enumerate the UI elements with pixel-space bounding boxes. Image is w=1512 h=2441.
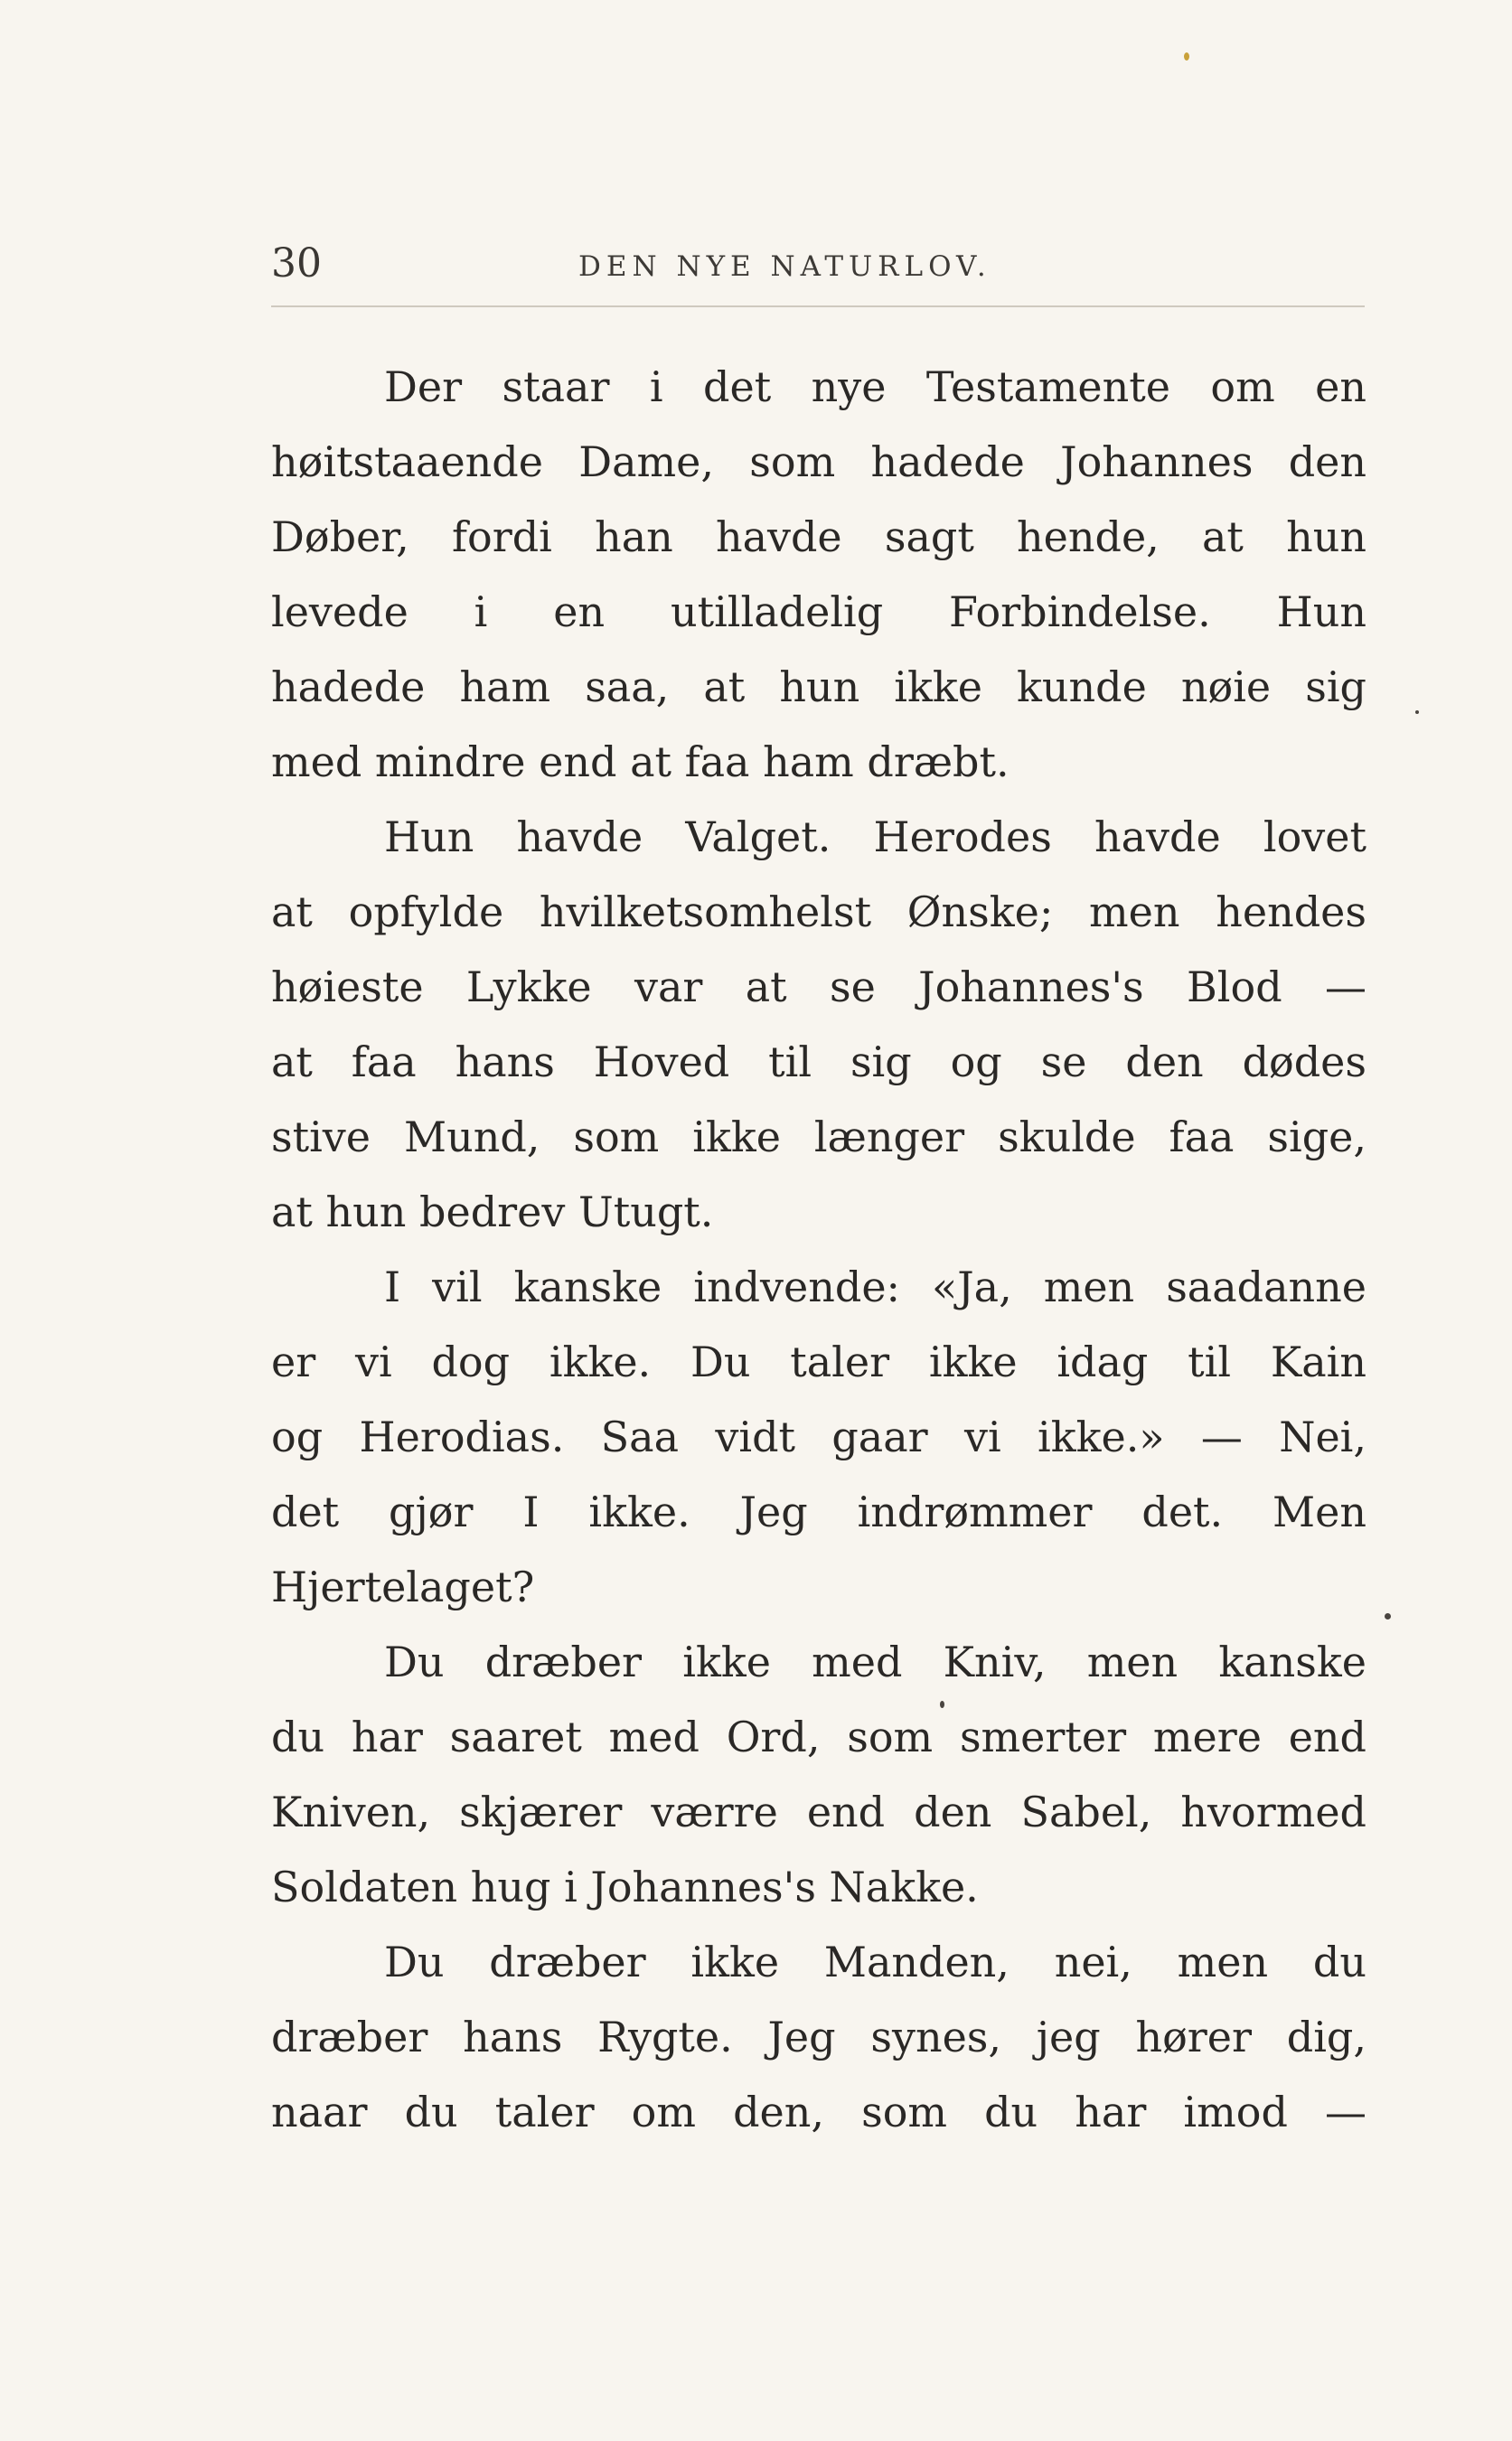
ink-speck [1385,1613,1391,1620]
text-line: høitstaaende Dame, som hadede Johannes den [271,437,1366,486]
ink-speck [940,1701,944,1708]
text-line: med mindre end at faa ham dræbt. [271,737,1010,786]
header-rule [271,305,1365,307]
text-line: at faa hans Hoved til sig og se den dødes [271,1037,1366,1086]
text-line: og Herodias. Saa vidt gaar vi ikke.» — Nei, [271,1413,1366,1461]
ink-speck [1415,710,1419,714]
text-line: levede i en utilladelig Forbindelse. Hun [271,587,1366,636]
body-text [271,350,1366,2150]
text-line: stive Mund, som ikke længer skulde faa sige, [271,1113,1366,1161]
text-line: naar du taler om den, som du har imod — [271,2088,1366,2136]
text-line: er vi dog ikke. Du taler ikke idag til Kain [271,1338,1366,1386]
page-header [271,237,1365,291]
paragraph-1 [271,350,1366,800]
text-line: det gjør I ikke. Jeg indrømmer det. Men [271,1488,1366,1536]
text-line: Døber, fordi han havde sagt hende, at hun [271,512,1366,561]
text-line: høieste Lykke var at se Johannes's Blod — [271,962,1366,1011]
text-line: at hun bedrev Utugt. [271,1188,714,1236]
text-line: at opfylde hvilketsomhelst Ønske; men hendes [271,887,1366,936]
text-line: Du dræber ikke Manden, nei, men du [384,1938,1366,1986]
text-line: Hjertelaget? [271,1563,535,1611]
text-line: Hun havde Valget. Herodes havde lovet [384,812,1366,861]
running-title: DEN NYE NATURLOV. [578,250,991,283]
paragraph-4 [271,1625,1366,1925]
paragraph-2 [271,800,1366,1250]
paragraph-3 [271,1250,1366,1625]
text-line: Du dræber ikke med Kniv, men kanske [384,1638,1366,1686]
text-line: Kniven, skjærer værre end den Sabel, hvormed [271,1788,1366,1836]
paragraph-5 [271,1925,1366,2150]
text-line: Der staar i det nye Testamente om en [384,362,1366,411]
text-line: Soldaten hug i Johannes's Nakke. [271,1863,979,1911]
ink-speck [1184,52,1189,61]
text-line: du har saaret med Ord, som smerter mere end [271,1713,1366,1761]
text-line: hadede ham saa, at hun ikke kunde nøie sig [271,662,1366,711]
text-line: I vil kanske indvende: «Ja, men saadanne [384,1263,1366,1311]
text-line: dræber hans Rygte. Jeg synes, jeg hører dig, [271,2013,1366,2061]
page-number: 30 [271,240,322,286]
